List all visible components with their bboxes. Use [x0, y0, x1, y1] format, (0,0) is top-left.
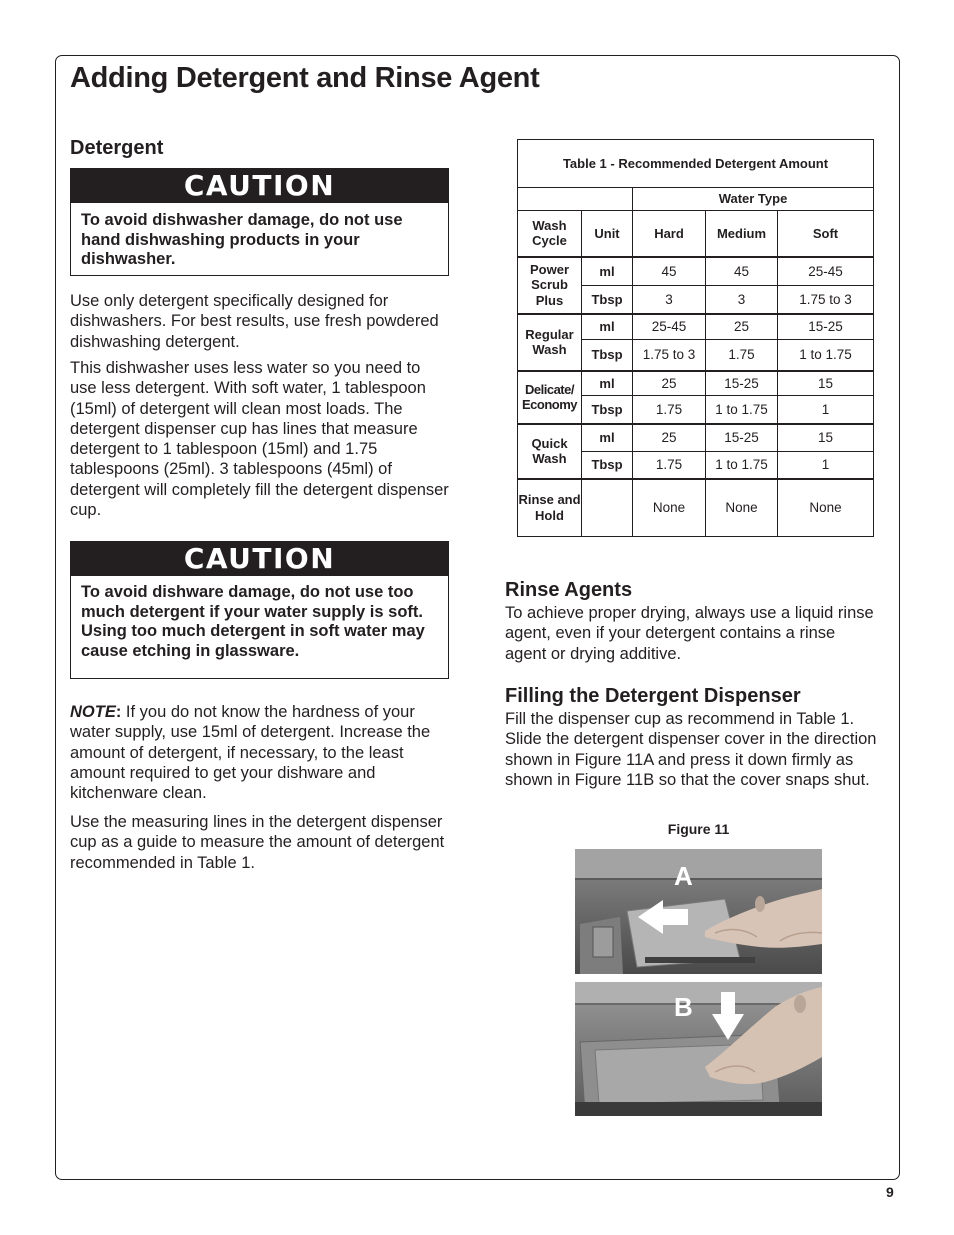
soft-header: Soft	[778, 211, 874, 257]
hard-cell: 1.75	[633, 452, 706, 479]
medium-cell: 3	[706, 286, 778, 314]
medium-cell: 45	[706, 257, 778, 286]
soft-cell: 15	[778, 371, 874, 396]
hard-cell: 1.75 to 3	[633, 340, 706, 371]
caution-header: CAUTION	[71, 169, 448, 203]
soft-cell: 1.75 to 3	[778, 286, 874, 314]
caution-box-dishware	[70, 541, 449, 679]
hard-cell: 45	[633, 257, 706, 286]
cycle-name: Delicate/ Economy	[518, 371, 582, 424]
unit-cell: Tbsp	[582, 452, 633, 479]
hard-cell: 25	[633, 424, 706, 452]
hard-cell: 25-45	[633, 314, 706, 340]
soft-cell: None	[778, 479, 874, 537]
note-text: If you do not know the hardness of your water supply, use 15ml of detergent. Increase the amount of detergent, if necessary, to the least amount required to get your dishware and kitchenware clean.	[70, 703, 431, 803]
figure-11a-photo	[575, 849, 822, 974]
rinse-heading: Rinse Agents	[505, 579, 633, 601]
unit-cell: ml	[582, 371, 633, 396]
unit-cell: Tbsp	[582, 396, 633, 424]
filling-text: Fill the dispenser cup as recommend in Table 1. Slide the detergent dispenser cover in the direction shown in Figure 11A and press it down firmly as shown in Figure 11B so that the cover snaps shut.	[505, 710, 877, 789]
medium-cell: 15-25	[706, 424, 778, 452]
hard-cell: 1.75	[633, 396, 706, 424]
medium-header: Medium	[706, 211, 778, 257]
note-label: NOTE	[70, 703, 116, 721]
figure-11b-photo	[575, 982, 822, 1116]
hard-cell: None	[633, 479, 706, 537]
cycle-name: Rinse and Hold	[518, 479, 582, 537]
soft-cell: 15-25	[778, 314, 874, 340]
medium-cell: 1 to 1.75	[706, 396, 778, 424]
cycle-name: Power Scrub Plus	[518, 257, 582, 314]
caution-text: To avoid dishware damage, do not use too much detergent if your water supply is soft. Using too much detergent in soft water may cause etching in glassware.	[81, 583, 425, 660]
unit-header: Unit	[582, 211, 633, 257]
medium-cell: 1 to 1.75	[706, 452, 778, 479]
caution-text: To avoid dishwasher damage, do not use hand dishwashing products in your dishwasher.	[81, 211, 403, 268]
page-number: 9	[886, 1184, 894, 1200]
cycle-name: Regular Wash	[518, 314, 582, 371]
filling-heading: Filling the Detergent Dispenser	[505, 685, 801, 707]
wash-cycle-header: Wash Cycle	[518, 211, 582, 257]
rinse-text: To achieve proper drying, always use a liquid rinse agent, even if your detergent contains a rinse agent or drying additive.	[505, 604, 874, 663]
soft-cell: 1 to 1.75	[778, 340, 874, 371]
note-paragraph	[70, 702, 450, 803]
unit-cell: Tbsp	[582, 286, 633, 314]
water-type-header: Water Type	[633, 188, 874, 211]
page-title: Adding Detergent and Rinse Agent	[70, 62, 540, 94]
unit-cell: Tbsp	[582, 340, 633, 371]
soft-cell: 15	[778, 424, 874, 452]
soft-cell: 1	[778, 396, 874, 424]
detergent-para-3: Use the measuring lines in the detergent dispenser cup as a guide to measure the amount of detergent recommended in Table 1.	[70, 813, 445, 872]
soft-cell: 1	[778, 452, 874, 479]
table-caption: Table 1 - Recommended Detergent Amount	[518, 140, 874, 188]
detergent-para-1: Use only detergent specifically designed for dishwashers. For best results, use fresh powdered dishwashing detergent.	[70, 292, 439, 351]
note-colon: :	[115, 703, 122, 721]
unit-cell: ml	[582, 314, 633, 340]
figure-caption: Figure 11	[667, 821, 730, 837]
unit-cell: ml	[582, 424, 633, 452]
medium-cell: 1.75	[706, 340, 778, 371]
medium-cell: None	[706, 479, 778, 537]
medium-cell: 25	[706, 314, 778, 340]
hard-header: Hard	[633, 211, 706, 257]
cycle-name: Quick Wash	[518, 424, 582, 479]
medium-cell: 15-25	[706, 371, 778, 396]
unit-cell: ml	[582, 257, 633, 286]
caution-box-dishwasher	[70, 168, 449, 276]
detergent-table	[517, 139, 874, 537]
figure-11b-illustration	[575, 982, 822, 1116]
soft-cell: 25-45	[778, 257, 874, 286]
detergent-para-2: This dishwasher uses less water so you need to use less detergent. With soft water, 1 tablespoon (15ml) of detergent will clean most loads. The detergent dispenser cup has lines that measure detergent to 1 tablespoon (15ml) and 1.75 tablespoons (25ml). 3 tablespoons (45ml) of detergent will completely fill the detergent dispenser cup.	[70, 359, 449, 520]
hard-cell: 3	[633, 286, 706, 314]
figure-label-b: B	[674, 992, 693, 1022]
hard-cell: 25	[633, 371, 706, 396]
caution-header: CAUTION	[71, 542, 448, 576]
figure-11a-illustration	[575, 849, 822, 974]
figure-label-a: A	[674, 861, 693, 891]
unit-cell	[582, 479, 633, 537]
detergent-heading: Detergent	[70, 137, 164, 159]
